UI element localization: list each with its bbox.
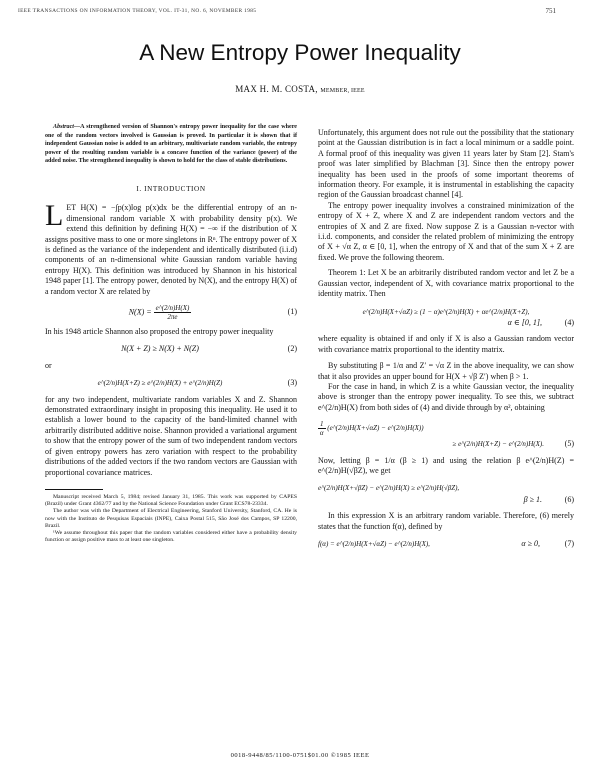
equation-4-range: α ∈ [0, 1], [507,317,542,327]
paragraph-arbitrary: In this expression X is an arbitrary random variable. Therefore, (6) merely states that the function f(α), defined by [318,511,574,531]
equation-5-line-1: (e^(2/n)H(X+√αZ) − e^(2/n)H(X)) [327,424,424,433]
paper-title: A New Entropy Power Inequality [139,40,461,65]
abstract [45,123,297,166]
abstract-label: Abstract— [53,124,81,130]
equation-4-number: (4) [564,317,574,327]
equation-4-line-1: e^(2/n)H(X+√αZ) ≥ (1 − α)e^(2/n)H(X) + αe^(2/n)H(X+Z), [362,307,530,316]
equation-6 [318,483,574,493]
equation-1-number: (1) [287,307,297,317]
equation-2-number: (2) [287,344,297,354]
copyright-line: 0018-9448/85/1100-0751$01.00 ©1985 IEEE [230,752,370,759]
abstract-text: A strengthened version of Shannon's entropy power inequality for the case where one of the random vectors involved is Gaussian is proved. In particular it is shown that if independent Gaussian noise is added to an arbitrary, multivariate random variable, the entropy power of the resulting random variable is a concave function of the variance (power) of the added noise. The strengthened inequality is shown to hold for the class of stable distributions. [45,124,297,165]
equation-5-line-2-row [318,439,574,449]
equation-5-line-2: ≥ e^(2/n)H(X+Z) − e^(2/n)H(X). [452,440,544,449]
footnote-assumption: ¹We assume throughout this paper that the random variables considered either have a probability density function or assign positive mass to at least one singleton. [45,529,297,544]
intro-paragraph-3: for any two independent, multivariate random variables X and Z. Shannon demonstrated extraordinary insight in proposing this inequality. He used it to establish a lower bound to the capacity of the band-limited channel with arbitrarily distributed additive noise. Shannon provided a variational argument to show that the entropy power of the sum of two independent random vectors of given entropy powers has zero variation with respect to the probability distributions of the added vectors if the two random vectors are Gaussian with proportional covariance matrices. [45,394,297,477]
theorem-1: Theorem 1: Let X be an arbitrarily distributed random vector and let Z be a Gaussian vector, independent of X, with covariance matrix proportional to the identity matrix. Then [318,268,574,299]
author-line [0,84,600,94]
equation-5-denominator: α [319,429,324,438]
equation-6-number: (6) [564,494,574,504]
footnote-rule [45,489,103,490]
drop-cap: L [45,199,64,233]
equation-5-number: (5) [564,439,574,449]
equation-2-expression: N(X + Z) ≥ N(X) + N(Z) [121,344,199,354]
intro-paragraph-2: In his 1948 article Shannon also proposed the entropy power inequality [45,327,274,337]
equation-3-number: (3) [287,378,297,388]
equation-7-range: α ≥ 0, [521,539,540,548]
footnote-manuscript: Manuscript received March 5, 1984; revised January 31, 1985. This work was supported by CAPES (Brazil) under Grant 4362/77 and by the National Science Foundation under Grant ECS78-23334. [45,493,297,508]
right-column [318,128,574,555]
paragraph-case: For the case in hand, in which Z is a white Gaussian vector, the inequality above is stronger than the entropy power inequality. To see this, we subtract e^(2/n)H(X) from both sides of (4) and divide through by α², obtaining [318,381,574,412]
equation-6-line-1: e^(2/n)H(X+√βZ) − e^(2/n)H(X) ≥ e^(2/n)H(√βZ), [318,484,460,493]
left-column [45,123,297,544]
equation-6-range: β ≥ 1. [523,494,542,504]
equation-5-fraction [318,420,326,437]
footnote-affiliation: The author was with the Department of Electrical Engineering, Stanford University, Stanford, CA. He is now with the Instituto de Pesquisas Espaciais (INPE), Caixa Postal 515, São José dos Campos, SP 12200, Brazil. [45,508,297,529]
intro-paragraph-1 [45,199,297,297]
paragraph-constrained: The entropy power inequality involves a constrained minimization of the entropy of X + Z, where X and Z are independent random vectors and the entropies of X and Z are fixed. Now suppose Z is a Gaussian n-vector with i.i.d. components, and consider the related problem of minimizing the entropy of X + √α Z, α ∈ [0, 1], when the entropy of X and that of the sum X + Z are fixed. We prove the following theorem. [318,200,574,262]
paragraph-substituting: By substituting β = 1/α and Z′ = √α Z in the above inequality, we can show that it also provides an upper bound for H(X + √β Z′) when β > 1. [318,361,574,381]
equation-1-denominator: 2πe [167,313,178,322]
paragraph-letting: Now, letting β = 1/α (β ≥ 1) and using the relation β e^(2/n)H(Z) = e^(2/n)H(√βZ), we get [318,455,574,475]
equation-3-expression: e^(2/n)H(X+Z) ≥ e^(2/n)H(X) + e^(2/n)H(Z) [97,379,223,388]
equation-4-range-line [318,318,574,328]
section-heading: I. INTRODUCTION [136,184,206,193]
author-membership: MEMBER, IEEE [320,88,365,94]
equation-5 [318,420,574,437]
equation-6-range-line [318,495,574,505]
paragraph-unfortunately: Unfortunately, this argument does not rule out the possibility that the stationary point at the Gaussian distribution is in fact a local minimum or a saddle point. A formal proof of this inequality was given 11 years later by Stam [2]. Stam's proof was later simplified by Blachman [3]. Since then the entropy power inequality has been used in the proofs of some important theorems of information theory. For example, it is instrumental in establishing the capacity region of the Gaussian broadcast channel [4]. [318,128,574,200]
equation-1-numerator: e^(2/n)H(X) [155,304,190,313]
page-number: 751 [545,7,556,15]
equation-7-expression: f(α) = e^(2/n)H(X+√αZ) − e^(2/n)H(X), [318,540,430,548]
running-head: IEEE TRANSACTIONS ON INFORMATION THEORY, VOL. IT-31, NO. 6, NOVEMBER 1985 [18,8,257,14]
equation-5-numerator: 1 [320,420,324,429]
equation-2 [45,344,297,354]
equation-7-number: (7) [564,539,574,548]
paragraph-equality: where equality is obtained if and only if X is also a Gaussian random vector with covariance matrix proportional to the identity matrix. [318,334,574,354]
equation-4 [318,307,574,317]
intro-paragraph-1-text: ET H(X) = −∫p(x)log p(x)dx be the differential entropy of an n-dimensional random variable X with probability density p(x). We extend this definition by defining H(X) = −∞ if the distribution of X assigns positive mass to one or more singletons in Rⁿ. The entropy power of X is defined as the variance of the independent and identically distributed (i.i.d) components of an n-dimensional white Gaussian random variable having entropy H(X). This definition was introduced by Shannon in his historical 1948 paper [1]. The entropy power, denoted by N(X), and the entropy H(X) of a random vector X are related by [45,203,297,296]
intro-or: or [45,360,52,370]
equation-7 [318,539,574,549]
author-name: MAX H. M. COSTA, [235,84,318,94]
equation-1-fraction [154,304,192,321]
equation-3 [45,378,297,388]
equation-1-lhs: N(X) = [128,307,152,317]
equation-1 [45,304,297,321]
